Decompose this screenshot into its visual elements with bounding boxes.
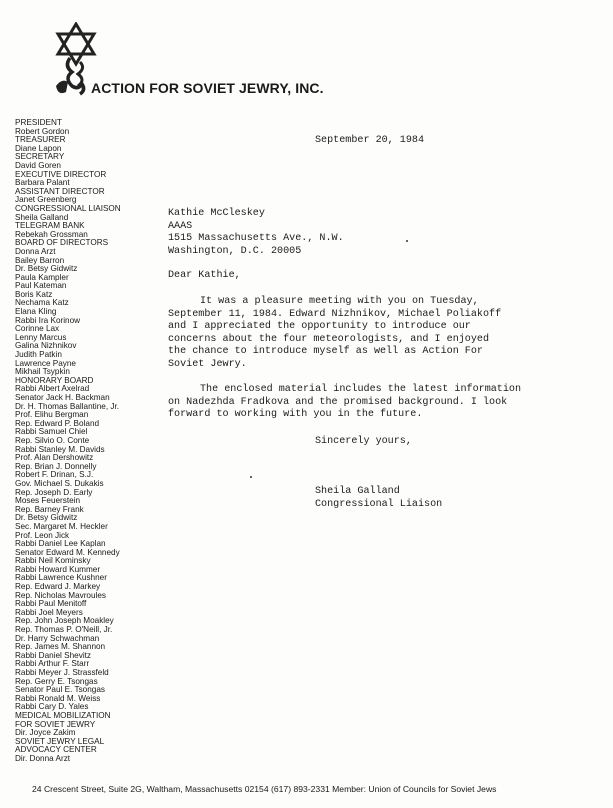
- roster-heading: TREASURER: [15, 135, 66, 145]
- roster-name: Rabbi Meyer J. Strassfeld: [15, 668, 109, 677]
- roster-name: Rebekah Grossman: [15, 229, 88, 239]
- roster-heading: FOR SOVIET JEWRY: [15, 719, 96, 729]
- roster-heading: MEDICAL MOBILIZATION: [15, 710, 111, 720]
- roster-name: Dr. Betsy Gidwitz: [15, 513, 78, 523]
- roster-name: Dr. Harry Schwachman: [15, 633, 100, 643]
- paragraph-line: the chance to introduce myself as well as Action For: [168, 346, 483, 358]
- paragraph-line: concerns about the four meteorologists, and I enjoyed: [168, 333, 490, 345]
- roster-name: Senator Jack H. Backman: [15, 393, 110, 402]
- roster-heading: ASSISTANT DIRECTOR: [15, 186, 105, 196]
- paragraph-line: on Nadezhda Fradkova and the promised background. I look: [168, 396, 508, 408]
- paragraph-2: [168, 384, 521, 422]
- roster-name: David Goren: [15, 160, 61, 170]
- roster-heading: HONORARY BOARD: [15, 375, 94, 385]
- roster-name: Rep. James M. Shannon: [15, 642, 106, 652]
- roster-name: Rabbi Daniel Lee Kaplan: [15, 539, 106, 549]
- roster-name: Rabbi Neil Kominsky: [15, 556, 91, 566]
- organization-roster: [15, 119, 155, 764]
- footer-address: 24 Crescent Street, Suite 2G, Waltham, Massachusetts 02154 (617) 893-2331 Member: Union of Councils for Soviet Jews: [32, 784, 497, 794]
- roster-name: Lenny Marcus: [15, 332, 67, 342]
- roster-name: Dir. Donna Arzt: [15, 753, 71, 763]
- roster-name: Mikhail Tsypkin: [15, 367, 70, 377]
- roster-name: Prof. Elihu Bergman: [15, 410, 89, 420]
- paragraph-line: Soviet Jewry.: [168, 358, 247, 370]
- roster-name: Rep. Brian J. Donnelly: [15, 461, 97, 471]
- roster-name: Rabbi Daniel Shevitz: [15, 650, 92, 660]
- recipient-street: 1515 Massachusetts Ave., N.W.: [168, 233, 344, 245]
- roster-name: Rabbi Howard Kummer: [15, 564, 101, 574]
- roster-heading: BOARD OF DIRECTORS: [15, 238, 109, 248]
- roster-name: Judith Patkin: [15, 350, 62, 360]
- roster-name: Boris Katz: [15, 289, 53, 299]
- roster-name: Rabbi Stanley M. Davids: [15, 444, 105, 454]
- roster-name: Corinne Lax: [15, 324, 60, 334]
- roster-name: Diane Lapon: [15, 143, 62, 153]
- roster-name: Dir. Joyce Zakim: [15, 728, 76, 738]
- roster-name: Donna Arzt: [15, 246, 56, 256]
- roster-name: Elana Kling: [15, 307, 57, 317]
- roster-name: Janet Greenberg: [15, 195, 77, 205]
- closing: Sincerely yours,: [315, 436, 412, 447]
- roster-name: Rep. Nicholas Mavroules: [15, 590, 107, 600]
- paragraph-line: forward to working with you in the future.: [168, 409, 423, 421]
- paragraph-line: September 11, 1984. Edward Nizhnikov, Michael Poliakoff: [168, 308, 502, 320]
- recipient-org: AAAS: [168, 220, 193, 232]
- roster-name: Rep. Gerry E. Tsongas: [15, 676, 98, 686]
- roster-name: Rabbi Lawrence Kushner: [15, 573, 107, 583]
- roster-name: Paula Kampler: [15, 272, 69, 282]
- roster-name: Rep. Edward P. Boland: [15, 418, 100, 428]
- roster-heading: ADVOCACY CENTER: [15, 745, 97, 755]
- roster-heading: SOVIET JEWRY LEGAL: [15, 736, 105, 746]
- roster-name: Robert Gordon: [15, 126, 70, 136]
- roster-name: Rabbi Ronald M. Weiss: [15, 693, 101, 703]
- roster-name: Barbara Palant: [15, 178, 70, 188]
- roster-name: Moses Feuerstein: [15, 496, 81, 506]
- roster-name: Rep. Barney Frank: [15, 504, 84, 514]
- roster-name: Sec. Margaret M. Heckler: [15, 521, 108, 531]
- salutation: Dear Kathie,: [168, 270, 241, 281]
- scan-speck: [406, 240, 408, 242]
- signature-block: [315, 486, 442, 511]
- roster-heading: SECRETARY: [15, 152, 65, 162]
- roster-name: Lawrence Payne: [15, 358, 76, 368]
- roster-heading: TELEGRAM BANK: [15, 221, 85, 231]
- roster-name: Rabbi Albert Axelrad: [15, 384, 90, 394]
- signature-name: Sheila Galland: [315, 486, 400, 497]
- roster-name: Prof. Leon Jick: [15, 530, 70, 540]
- roster-name: Dr. H. Thomas Ballantine, Jr.: [15, 401, 120, 411]
- signature-title: Congressional Liaison: [315, 498, 443, 510]
- organization-name: ACTION FOR SOVIET JEWRY, INC.: [91, 80, 324, 96]
- scan-speck: [250, 476, 252, 478]
- paragraph-1: [168, 296, 501, 372]
- roster-name: Rabbi Arthur F. Starr: [15, 659, 90, 669]
- roster-name: Bailey Barron: [15, 255, 65, 265]
- roster-name: Nechama Katz: [15, 298, 69, 308]
- letter-date: September 20, 1984: [315, 135, 425, 146]
- roster-name: Senator Paul E. Tsongas: [15, 685, 105, 695]
- roster-name: Robert F. Drinan, S.J.: [15, 470, 94, 480]
- roster-heading: CONGRESSIONAL LIAISON: [15, 203, 121, 213]
- roster-name: Dr. Betsy Gidwitz: [15, 264, 78, 274]
- paragraph-line: The enclosed material includes the latest information: [200, 384, 522, 395]
- roster-name: Paul Kateman: [15, 281, 67, 291]
- roster-name: Rabbi Joel Meyers: [15, 607, 83, 617]
- roster-name: Gov. Michael S. Dukakis: [15, 478, 104, 488]
- roster-name: Rabbi Paul Menitoff: [15, 599, 87, 609]
- roster-name: Rep. Edward J. Markey: [15, 582, 101, 592]
- paragraph-line: and I appreciated the opportunity to introduce our: [168, 321, 471, 333]
- paragraph-line: It was a pleasure meeting with you on Tuesday,: [200, 296, 479, 307]
- recipient-name: Kathie McCleskey: [168, 208, 265, 219]
- roster-name: Rabbi Samuel Chiel: [15, 427, 88, 437]
- roster-heading: EXECUTIVE DIRECTOR: [15, 169, 107, 179]
- roster-name: Rep. Silvio O. Conte: [15, 435, 90, 445]
- roster-name: Rabbi Cary D. Yales: [15, 702, 89, 712]
- roster-name: Senator Edward M. Kennedy: [15, 547, 120, 557]
- roster-name: Rabbi Ira Korinow: [15, 315, 81, 325]
- roster-name: Rep. John Joseph Moakley: [15, 616, 114, 626]
- roster-name: Rep. Thomas P. O'Neill, Jr.: [15, 625, 113, 635]
- roster-heading: PRESIDENT: [15, 118, 62, 127]
- roster-name: Sheila Galland: [15, 212, 69, 222]
- recipient-city: Washington, D.C. 20005: [168, 245, 302, 257]
- roster-name: Galina Nizhnikov: [15, 341, 77, 351]
- roster-name: Rep. Joseph D. Early: [15, 487, 93, 497]
- recipient-address: [168, 208, 344, 258]
- roster-name: Prof. Alan Dershowitz: [15, 453, 94, 463]
